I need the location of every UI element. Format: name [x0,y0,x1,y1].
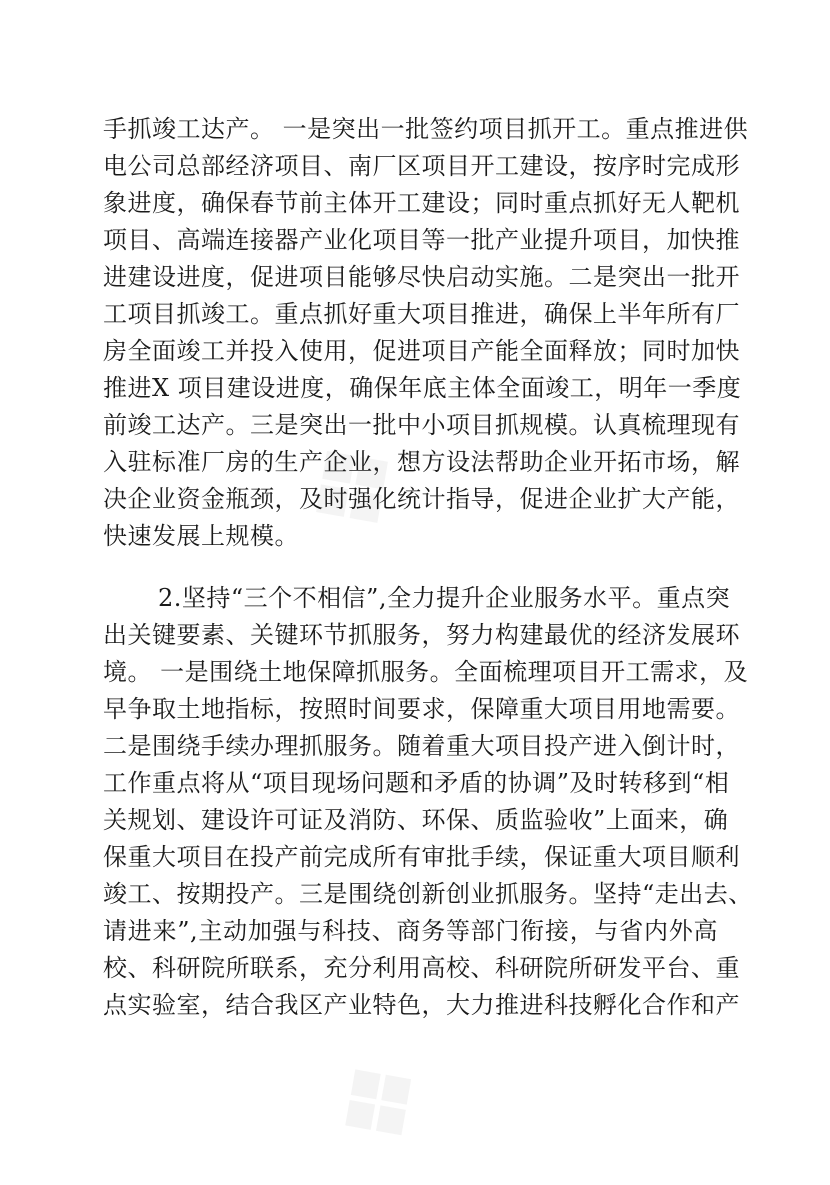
paragraph-1 [103,111,749,555]
text-line: 决企业资金瓶颈，及时强化统计指导，促进企业扩大产能， [103,485,740,513]
text-line: 工项目抓竣工。重点抓好重大项目推进，确保上半年所有厂 [103,300,740,328]
text-line: 房全面竣工并投入使用，促进项目产能全面释放；同时加快 [103,337,740,365]
text-line: 关规划、建设许可证及消防、环保、质监验收”上面来，确 [103,806,729,834]
text-line: 项目、高端连接器产业化项目等一批产业提升项目，加快推 [103,226,740,254]
text-line: 二是围绕手续办理抓服务。随着重大项目投产进入倒计时， [103,732,740,760]
text-line: 入驻标准厂房的生产企业，想方设法帮助企业开拓市场，解 [103,448,740,476]
text-line: 点实验室，结合我区产业特色，大力推进科技孵化合作和产 [103,991,740,1019]
text-line: 校、科研院所联系，充分利用高校、科研院所研发平台、重 [103,954,740,982]
text-line: 前竣工达产。三是突出一批中小项目抓规模。认真梳理现有 [103,411,740,439]
paragraph-2 [103,580,753,1024]
text-line: 保重大项目在投产前完成所有审批手续，保证重大项目顺利 [103,843,740,871]
text-line: 推进X 项目建设进度，确保年底主体全面竣工，明年一季度 [103,374,742,402]
text-line: 2.坚持“三个不相信”,全力提升企业服务水平。重点突 [158,584,731,612]
text-line: 境。 一是围绕土地保障抓服务。全面梳理项目开工需求，及 [103,658,749,686]
text-line: 快速发展上规模。 [103,522,299,550]
text-line: 请进来”,主动加强与科技、商务等部门衔接，与省内外高 [103,917,718,945]
text-line: 进建设进度，促进项目能够尽快启动实施。二是突出一批开 [103,263,740,291]
watermark-mark: ❖ [302,1023,457,1185]
watermark-mark: ❖ [269,401,438,578]
text-line: 早争取土地指标，按照时间要求，保障重大项目用地需要。 [103,695,740,723]
text-line: 工作重点将从“项目现场问题和矛盾的协调”及时转移到“相 [103,769,730,797]
text-line: 象进度，确保春节前主体开工建设；同时重点抓好无人靶机 [103,189,740,217]
text-line: 竣工、按期投产。三是围绕创新创业抓服务。坚持“走出去、 [103,880,753,908]
text-line: 出关键要素、关键环节抓服务，努力构建最优的经济发展环 [103,621,740,649]
text-line: 电公司总部经济项目、南厂区项目开工建设，按序时完成形 [103,152,740,180]
text-line: 手抓竣工达产。 一是突出一批签约项目抓开工。重点推进供 [103,115,749,143]
